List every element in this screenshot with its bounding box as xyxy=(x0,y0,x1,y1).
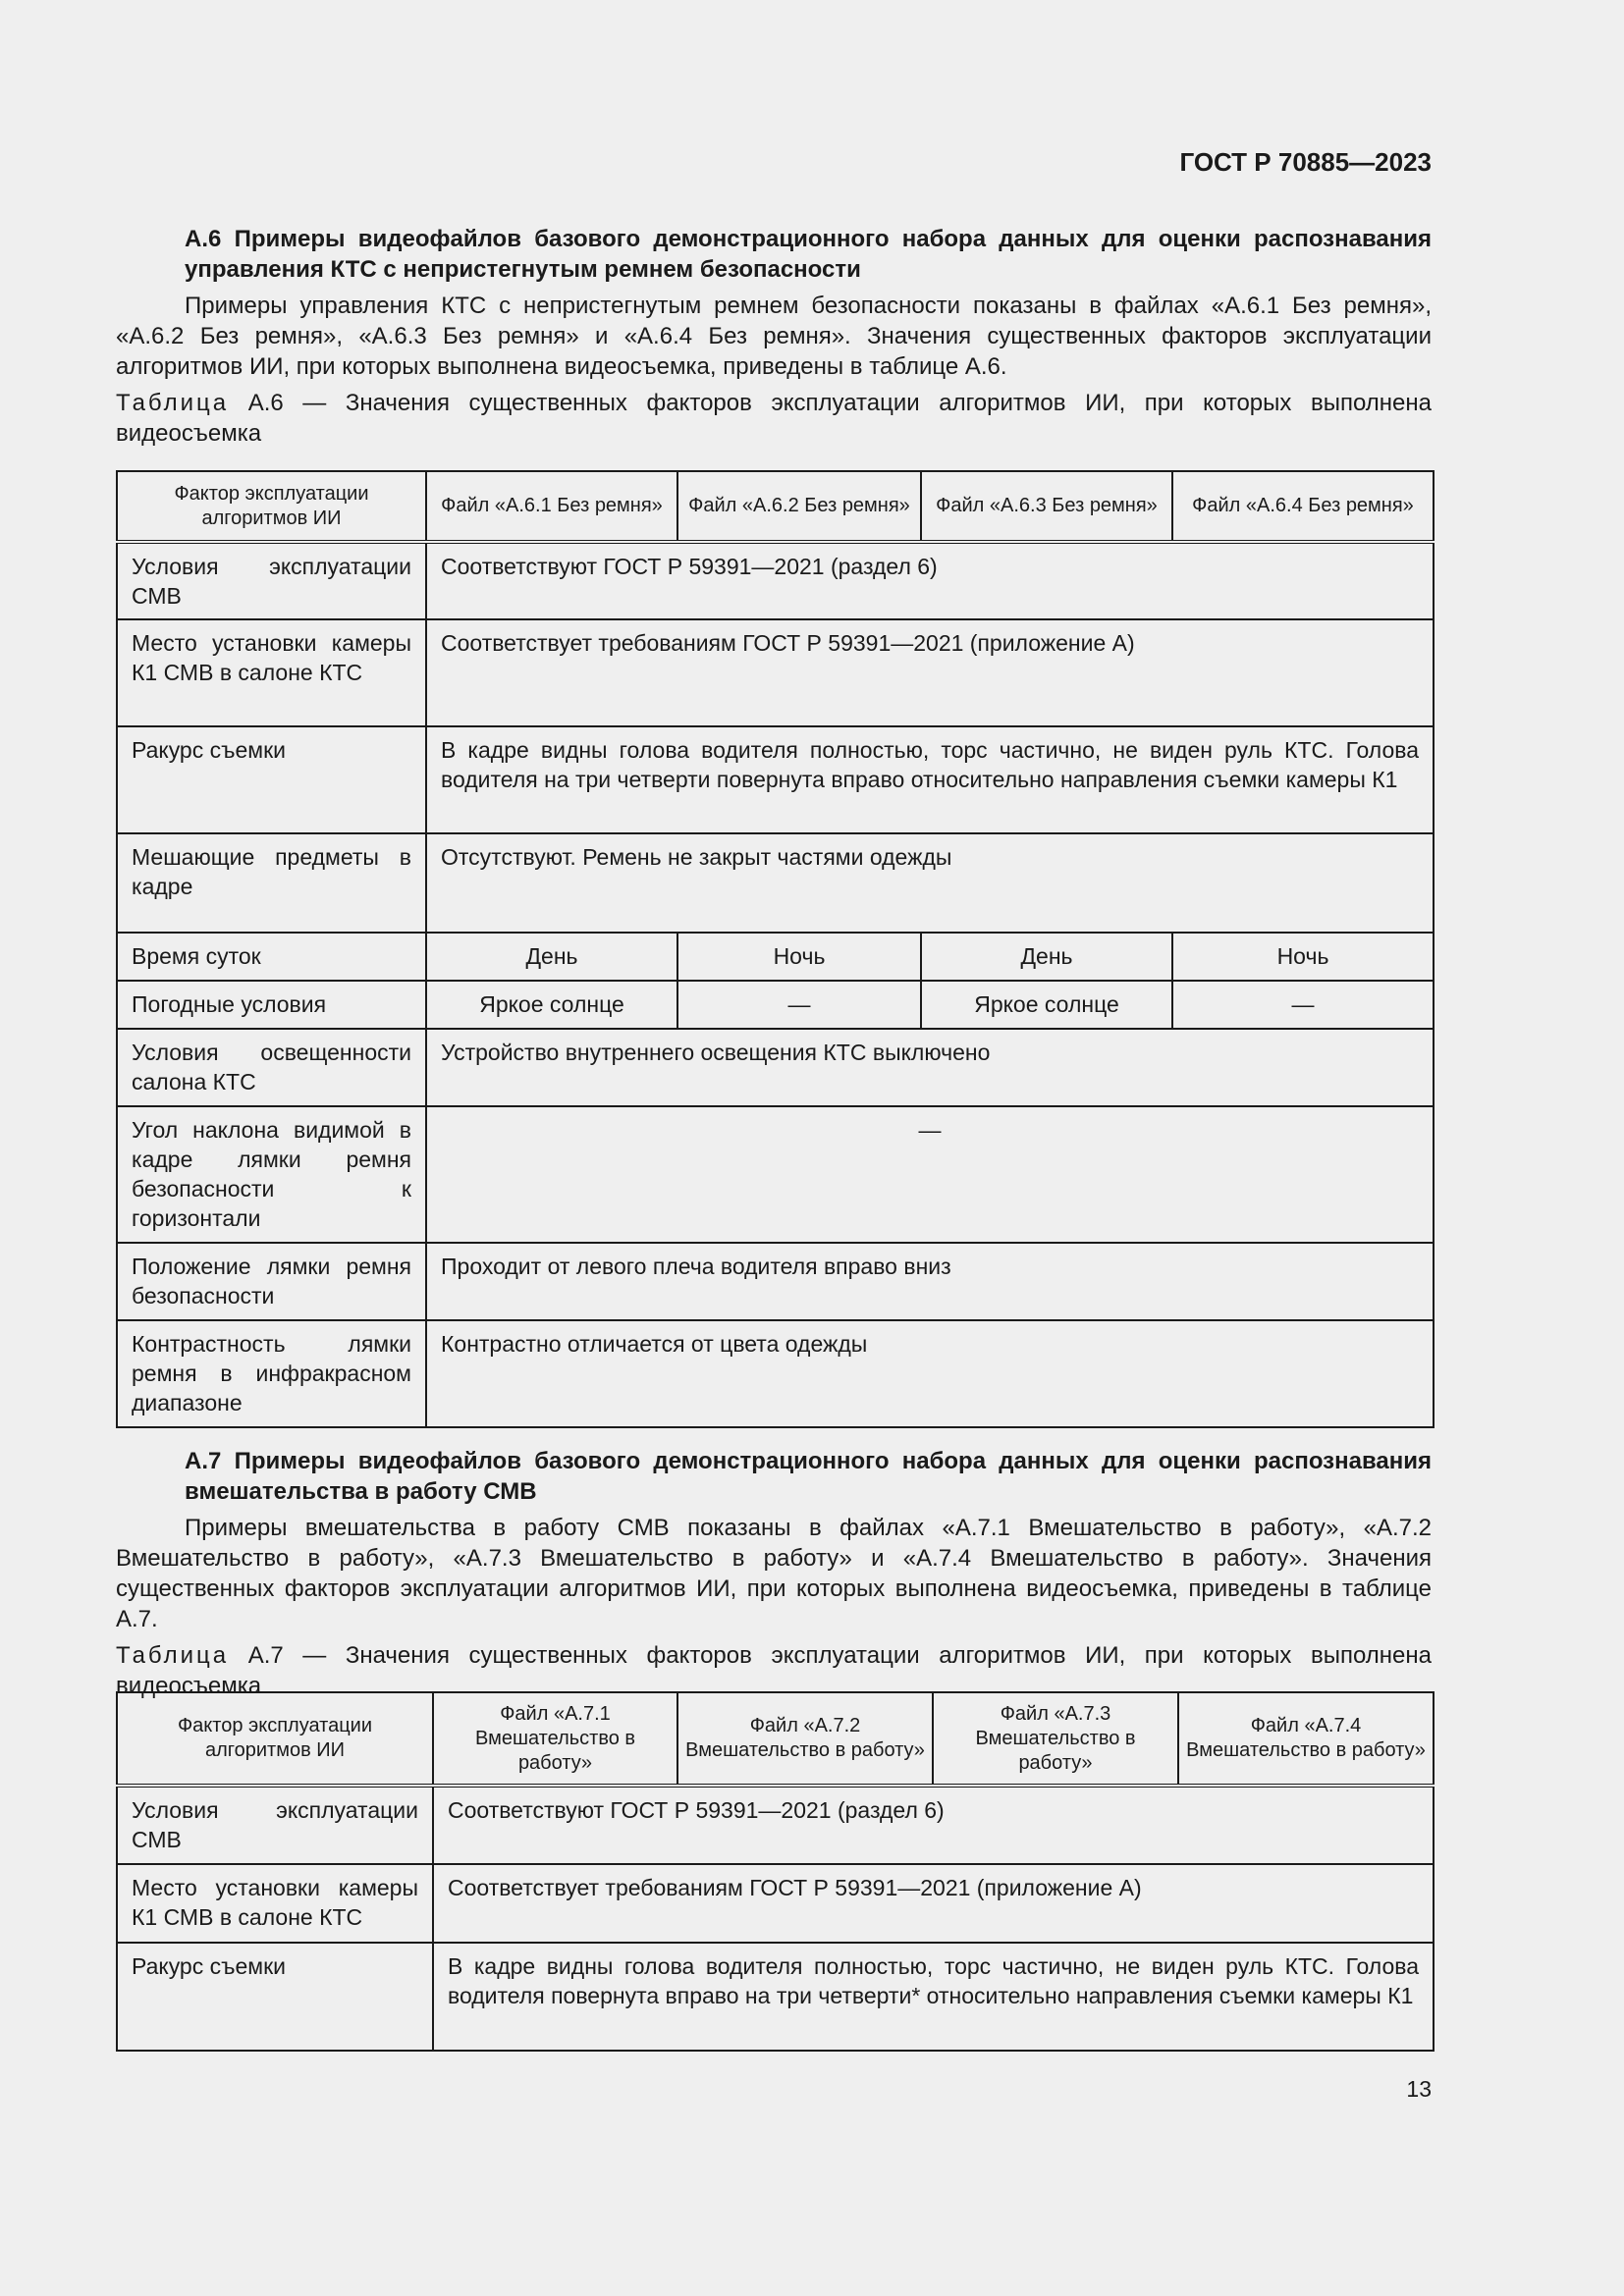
section-a7-heading: А.7 Примеры видеофайлов базового демонстрационного набора данных для оценки распознавания вмешательства в работу СМВ xyxy=(185,1448,1432,1505)
table-a6-header-cell: Фактор эксплуатации алгоритмов ИИ xyxy=(117,471,426,542)
value-cell: Соответствуют ГОСТ Р 59391—2021 (раздел 6) xyxy=(426,542,1434,619)
value-cell: Контрастно отличается от цвета одежды xyxy=(426,1320,1434,1427)
section-a6 xyxy=(116,224,1432,449)
value-cell: Яркое солнце xyxy=(921,981,1172,1029)
section-a7 xyxy=(116,1446,1432,1701)
table-row xyxy=(117,833,1434,933)
table-row xyxy=(117,981,1434,1029)
factor-cell: Условия эксплуатации СМВ xyxy=(117,1786,433,1864)
factor-cell: Место установки камеры К1 СМВ в салоне КТС xyxy=(117,619,426,726)
table-a7-header-cell: Файл «А.7.1 Вмешательство в работу» xyxy=(433,1692,677,1786)
table-a7-header-cell: Файл «А.7.3 Вмешательство в работу» xyxy=(933,1692,1178,1786)
table-a6-header-row xyxy=(117,471,1434,542)
value-cell: — xyxy=(677,981,921,1029)
table-a7-header-row xyxy=(117,1692,1434,1786)
value-cell: Ночь xyxy=(1172,933,1434,981)
factor-cell: Время суток xyxy=(117,933,426,981)
table-row xyxy=(117,1106,1434,1243)
table-a6-header-cell: Файл «А.6.3 Без ремня» xyxy=(921,471,1172,542)
table-row xyxy=(117,1943,1434,2051)
value-cell: Яркое солнце xyxy=(426,981,677,1029)
table-a7-header-cell: Файл «А.7.4 Вмешательство в работу» xyxy=(1178,1692,1434,1786)
value-cell: Проходит от левого плеча водителя вправо вниз xyxy=(426,1243,1434,1320)
table-a7 xyxy=(116,1691,1435,2052)
table-row xyxy=(117,726,1434,833)
value-cell: Соответствуют ГОСТ Р 59391—2021 (раздел 6) xyxy=(433,1786,1434,1864)
value-cell: В кадре видны голова водителя полностью, торс частично, не виден руль КТС. Голова водителя на три четверти повернута вправо относительно направления съемки камеры К1 xyxy=(426,726,1434,833)
table-a6-caption-text: А.6 — Значения существенных факторов эксплуатации алгоритмов ИИ, при которых выполнена видеосъемка xyxy=(116,390,1432,447)
table-row xyxy=(117,1864,1434,1943)
factor-cell: Условия освещенности салона КТС xyxy=(117,1029,426,1106)
factor-cell: Контрастность лямки ремня в инфракрасном диапазоне xyxy=(117,1320,426,1427)
table-a7-header-cell: Фактор эксплуатации алгоритмов ИИ xyxy=(117,1692,433,1786)
table-a6-header-cell: Файл «А.6.1 Без ремня» xyxy=(426,471,677,542)
section-a7-paragraph: Примеры вмешательства в работу СМВ показаны в файлах «А.7.1 Вмешательство в работу», «А.7.2 Вмешательство в работу», «А.7.3 Вмешательство в работу» и «А.7.4 Вмешательство в работу». Значения существенных факторов эксплуатации алгоритмов ИИ, при которых выполнена видеосъемка, приведены в таблице А.7. xyxy=(116,1515,1432,1632)
table-row xyxy=(117,619,1434,726)
table-a7-header-cell: Файл «А.7.2 Вмешательство в работу» xyxy=(677,1692,933,1786)
value-cell: Отсутствуют. Ремень не закрыт частями одежды xyxy=(426,833,1434,933)
value-cell: Ночь xyxy=(677,933,921,981)
table-a7-caption-word: Таблица xyxy=(116,1642,230,1669)
table-row xyxy=(117,933,1434,981)
table-row xyxy=(117,1320,1434,1427)
value-cell: Соответствует требованиям ГОСТ Р 59391—2021 (приложение А) xyxy=(433,1864,1434,1943)
table-a6-caption xyxy=(116,388,1432,449)
table-row xyxy=(117,1243,1434,1320)
value-cell: День xyxy=(921,933,1172,981)
factor-cell: Положение лямки ремня безопасности xyxy=(117,1243,426,1320)
value-cell: Соответствует требованиям ГОСТ Р 59391—2021 (приложение А) xyxy=(426,619,1434,726)
table-row xyxy=(117,1029,1434,1106)
table-a6 xyxy=(116,470,1435,1428)
section-a6-paragraph: Примеры управления КТС с непристегнутым ремнем безопасности показаны в файлах «А.6.1 Без ремня», «А.6.2 Без ремня», «А.6.3 Без ремня» и «А.6.4 Без ремня». Значения существенных факторов эксплуатации алгоритмов ИИ, при которых выполнена видеосъемка, приведены в таблице А.6. xyxy=(116,293,1432,380)
table-a6-header-cell: Файл «А.6.4 Без ремня» xyxy=(1172,471,1434,542)
factor-cell: Погодные условия xyxy=(117,981,426,1029)
table-a7-caption-text: А.7 — Значения существенных факторов эксплуатации алгоритмов ИИ, при которых выполнена видеосъемка xyxy=(116,1642,1432,1699)
factor-cell: Мешающие предметы в кадре xyxy=(117,833,426,933)
value-cell: День xyxy=(426,933,677,981)
table-row xyxy=(117,1786,1434,1864)
value-cell: — xyxy=(1172,981,1434,1029)
value-cell: Устройство внутреннего освещения КТС выключено xyxy=(426,1029,1434,1106)
factor-cell: Угол наклона видимой в кадре лямки ремня безопасности к горизонтали xyxy=(117,1106,426,1243)
value-cell: В кадре видны голова водителя полностью, торс частично, не виден руль КТС. Голова водителя повернута вправо на три четверти* относительно направления съемки камеры К1 xyxy=(433,1943,1434,2051)
standard-number: ГОСТ Р 70885—2023 xyxy=(1179,147,1432,177)
table-a6-caption-word: Таблица xyxy=(116,390,230,416)
factor-cell: Ракурс съемки xyxy=(117,726,426,833)
section-a6-heading: А.6 Примеры видеофайлов базового демонстрационного набора данных для оценки распознавания управления КТС с непристегнутым ремнем безопасности xyxy=(185,226,1432,283)
factor-cell: Ракурс съемки xyxy=(117,1943,433,2051)
value-cell: — xyxy=(426,1106,1434,1243)
table-row xyxy=(117,542,1434,619)
table-a6-header-cell: Файл «А.6.2 Без ремня» xyxy=(677,471,921,542)
page-number: 13 xyxy=(1406,2076,1432,2102)
factor-cell: Место установки камеры К1 СМВ в салоне КТС xyxy=(117,1864,433,1943)
factor-cell: Условия эксплуатации СМВ xyxy=(117,542,426,619)
